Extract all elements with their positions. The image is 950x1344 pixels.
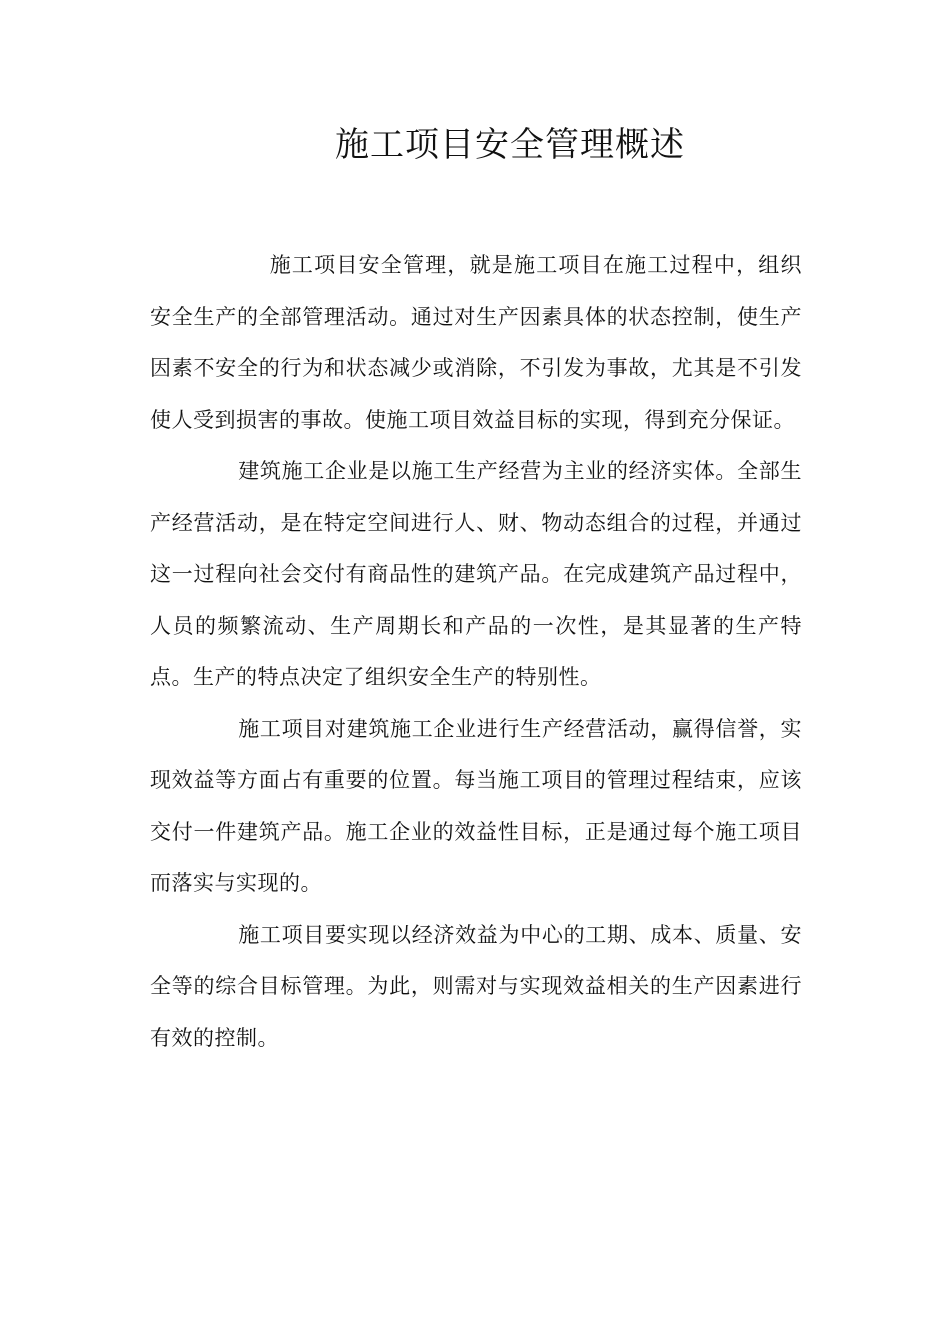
paragraph-4: 施工项目要实现以经济效益为中心的工期、成本、质量、安全等的综合目标管理。为此，则需对与实现效益相关的生产因素进行有效的控制。 — [150, 922, 802, 1050]
paragraph-1: 施工项目安全管理，就是施工项目在施工过程中，组织安全生产的全部管理活动。通过对生产因素具体的状态控制，使生产因素不安全的行为和状态减少或消除，不引发为事故，尤其是不引发使人受到损害的事故。使施工项目效益目标的实现，得到充分保证。 — [150, 253, 802, 432]
paragraph-3: 施工项目对建筑施工企业进行生产经营活动，赢得信誉，实现效益等方面占有重要的位置。每当施工项目的管理过程结束，应该交付一件建筑产品。施工企业的效益性目标，正是通过每个施工项目而落实与实现的。 — [150, 716, 802, 895]
paragraph-2: 建筑施工企业是以施工生产经营为主业的经济实体。全部生产经营活动，是在特定空间进行人、财、物动态组合的过程，并通过这一过程向社会交付有商品性的建筑产品。在完成建筑产品过程中，人员的频繁流动、生产周期长和产品的一次性，是其显著的生产特点。生产的特点决定了组织安全生产的特别性。 — [150, 459, 802, 689]
document-body — [150, 240, 802, 1064]
document-title: 施工项目安全管理概述 — [335, 125, 685, 165]
